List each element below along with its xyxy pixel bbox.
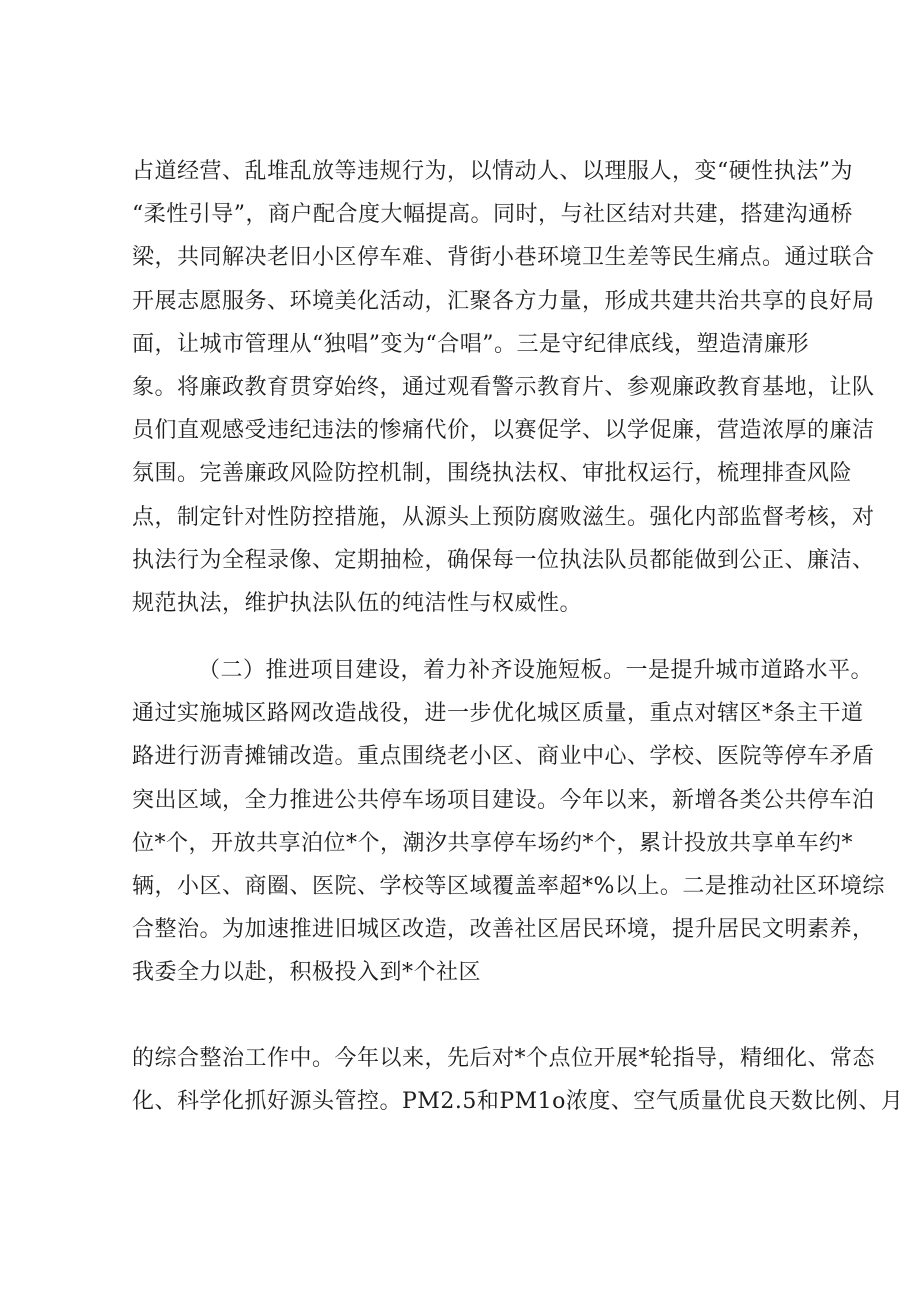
text-line: 规范执法，维护执法队伍的纯洁性与权威性。 [132,590,583,616]
text-line: 氛围。完善廉政风险防控机制，围绕执法权、审批权运行，梳理排查风险 [132,461,853,487]
text-line: 化、科学化抓好源头管控。PM2.5和PM1o浓度、空气质量优良天数比例、月 [132,1089,904,1115]
paragraph-discipline [132,150,875,625]
text-line: 象。将廉政教育贯穿始终，通过观看警示教育片、参观廉政教育基地，让队 [132,374,875,400]
text-line: 位*个，开放共享泊位*个，潮汐共享停车场约*个，累计投放共享单车约* [132,830,854,856]
paragraph-project-construction [132,649,885,995]
text-line: 面，让城市管理从“独唱”变为“合唱”。三是守纪律底线，塑造清廉形 [132,331,809,357]
text-line: 辆，小区、商圈、医院、学校等区域覆盖率超*%以上。二是推动社区环境综 [132,873,885,899]
text-line: 占道经营、乱堆乱放等违规行为，以情动人、以理服人，变“硬性执法”为 [132,159,853,184]
text-line: 梁，共同解决老旧小区停车难、背街小巷环境卫生差等民生痛点。通过联合 [132,245,875,271]
text-line: 点，制定针对性防控措施，从源头上预防腐败滋生。强化内部监督考核，对 [132,504,875,530]
text-line: 合整治。为加速推进旧城区改造，改善社区居民环境，提升居民文明素养， [132,917,875,943]
text-line: 通过实施城区路网改造战役，进一步优化城区质量，重点对辖区*条主干道 [132,701,864,727]
text-line: 突出区域，全力推进公共停车场项目建设。今年以来，新增各类公共停车泊 [132,787,875,813]
text-line: 执法行为全程录像、定期抽检，确保每一位执法队员都能做到公正、廉洁、 [132,547,875,573]
text-line: 开展志愿服务、环境美化活动，汇聚各方力量，形成共建共治共享的良好局 [132,288,875,314]
text-line: 路进行沥青摊铺改造。重点围绕老小区、商业中心、学校、医院等停车矛盾 [132,744,875,770]
section-heading-line: （二）推进项目建设，着力补齐设施短板。一是提升城市道路水平。 [198,658,874,683]
paragraph-environment-continued [132,1037,904,1123]
text-line: 员们直观感受违纪违法的惨痛代价，以赛促学、以学促廉，营造浓厚的廉洁 [132,418,875,444]
text-line: 我委全力以赴，积极投入到*个社区 [132,960,482,986]
text-line: 的综合整治工作中。今年以来，先后对*个点位开展*轮指导，精细化、常态 [132,1046,876,1071]
text-line: “柔性引导”，商户配合度大幅提高。同时，与社区结对共建，搭建沟通桥 [132,202,853,228]
